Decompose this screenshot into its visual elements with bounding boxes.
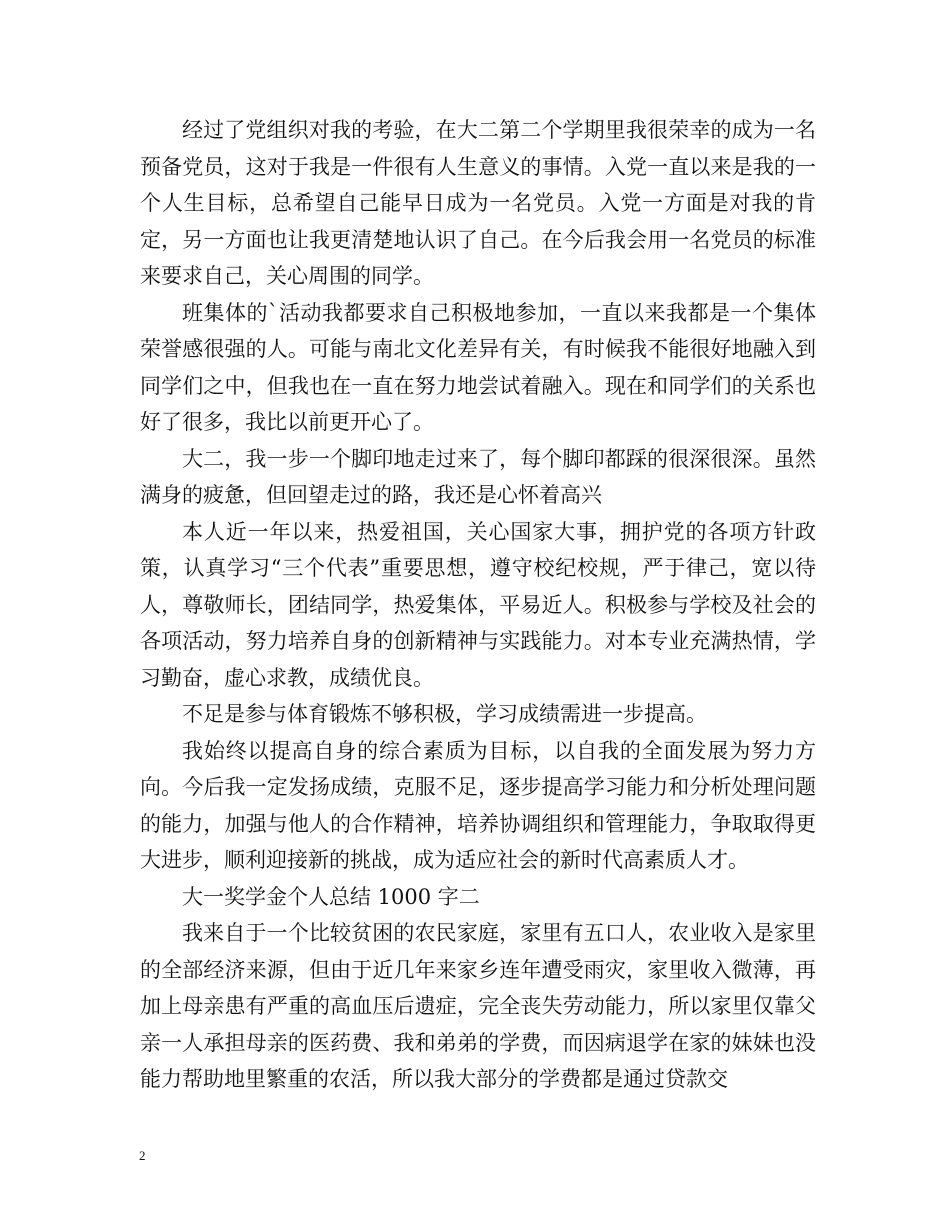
paragraph-party-membership: 经过了党组织对我的考验，在大二第二个学期里我很荣幸的成为一名预备党员，这对于我是一件很有人生意义的事情。入党一直以来是我的一个人生目标，总希望自己能早日成为一名党员。入党一方面是对我的肯定，另一方面也让我更清楚地认识了自己。在今后我会用一名党员的标准来要求自己，关心周围的同学。 bbox=[140, 118, 816, 288]
section-heading: 大一奖学金个人总结 1000 字二 bbox=[182, 884, 480, 909]
paragraph-class-activities: 班集体的`活动我都要求自己积极地参加，一直以来我都是一个集体荣誉感很强的人。可能与南北文化差异有关，有时候我不能很好地融入到同学们之中，但我也在一直在努力地尝试着融入。现在和同学们的关系也好了很多，我比以前更开心了。 bbox=[140, 300, 816, 434]
paragraph-family-background: 我来自于一个比较贫困的农民家庭，家里有五口人，农业收入是家里的全部经济来源，但由于近几年来家乡连年遭受雨灾，家里收入微薄，再加上母亲患有严重的高血压后遗症，完全丧失劳动能力，所以家里仅靠父亲一人承担母亲的医药费、我和弟弟的学费，而因病退学在家的妹妹也没能力帮助地里繁重的农活，所以我大部分的学费都是通过贷款交 bbox=[140, 921, 816, 1091]
page-number: 2 bbox=[139, 1148, 146, 1163]
paragraph-self-evaluation: 本人近一年以来，热爱祖国，关心国家大事，拥护党的各项方针政策，认真学习“三个代表”重要思想，遵守校纪校规，严于律己，宽以待人，尊敬师长，团结同学，热爱集体，平易近人。积极参与学校及社会的各项活动，努力培养自身的创新精神与实践能力。对本专业充满热情，学习勤奋，虚心求教，成绩优良。 bbox=[140, 519, 816, 690]
document-body bbox=[140, 112, 816, 1098]
paragraph-shortcomings: 不足是参与体育锻炼不够积极，学习成绩需进一步提高。 bbox=[182, 702, 707, 726]
paragraph-future-goals: 我始终以提高自身的综合素质为目标，以自我的全面发展为努力方向。今后我一定发扬成绩，克服不足，逐步提高学习能力和分析处理问题的能力，加强与他人的合作精神，培养协调组织和管理能力，争取取得更大进步，顺利迎接新的挑战，成为适应社会的新时代高素质人才。 bbox=[140, 738, 816, 872]
paragraph-sophomore-year: 大二，我一步一个脚印地走过来了，每个脚印都踩的很深很深。虽然满身的疲惫，但回望走过的路，我还是心怀着高兴 bbox=[140, 446, 816, 507]
